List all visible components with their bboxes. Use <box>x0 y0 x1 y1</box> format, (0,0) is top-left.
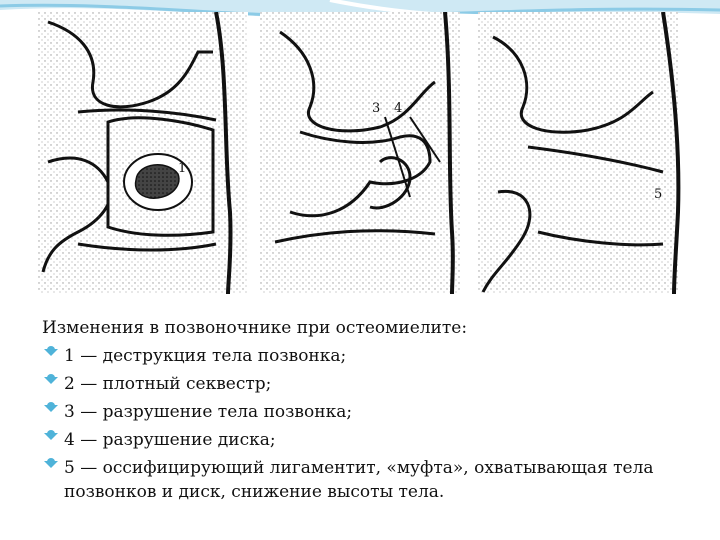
list-item <box>42 344 702 368</box>
bullet-icon <box>44 405 58 412</box>
panel-1-destruction <box>38 12 248 294</box>
list-item-text: 3 — разрушение тела позвонка; <box>64 402 353 422</box>
list-item-text: 4 — разрушение диска; <box>64 430 276 450</box>
panel-2-body-and-disc-destruction <box>260 12 460 294</box>
list-item <box>42 428 702 452</box>
label-3: 3 <box>372 101 381 116</box>
list-item <box>42 372 702 396</box>
list-item-text: 2 — плотный секвестр; <box>64 374 272 394</box>
panel-3-ossifying-ligamentitis <box>478 12 678 294</box>
figure-caption <box>42 316 702 508</box>
legend-list <box>42 344 702 504</box>
caption-title: Изменения в позвоночнике при остеомиелите: <box>42 318 468 338</box>
list-item <box>42 456 702 504</box>
label-1: 1 <box>178 161 187 176</box>
spine-osteomyelitis-illustration <box>38 12 698 294</box>
label-5: 5 <box>654 187 663 202</box>
bullet-icon <box>44 433 58 440</box>
label-4: 4 <box>394 101 403 116</box>
list-item <box>42 400 702 424</box>
list-item-text: 1 — деструкция тела позвонка; <box>64 346 347 366</box>
bullet-icon <box>44 461 58 468</box>
list-item-text: 5 — оссифицирующий лигаментит, «муфта», охватывающая тела позвонков и диск, снижение высоты тела. <box>64 458 654 502</box>
bullet-icon <box>44 349 58 356</box>
bullet-icon <box>44 377 58 384</box>
